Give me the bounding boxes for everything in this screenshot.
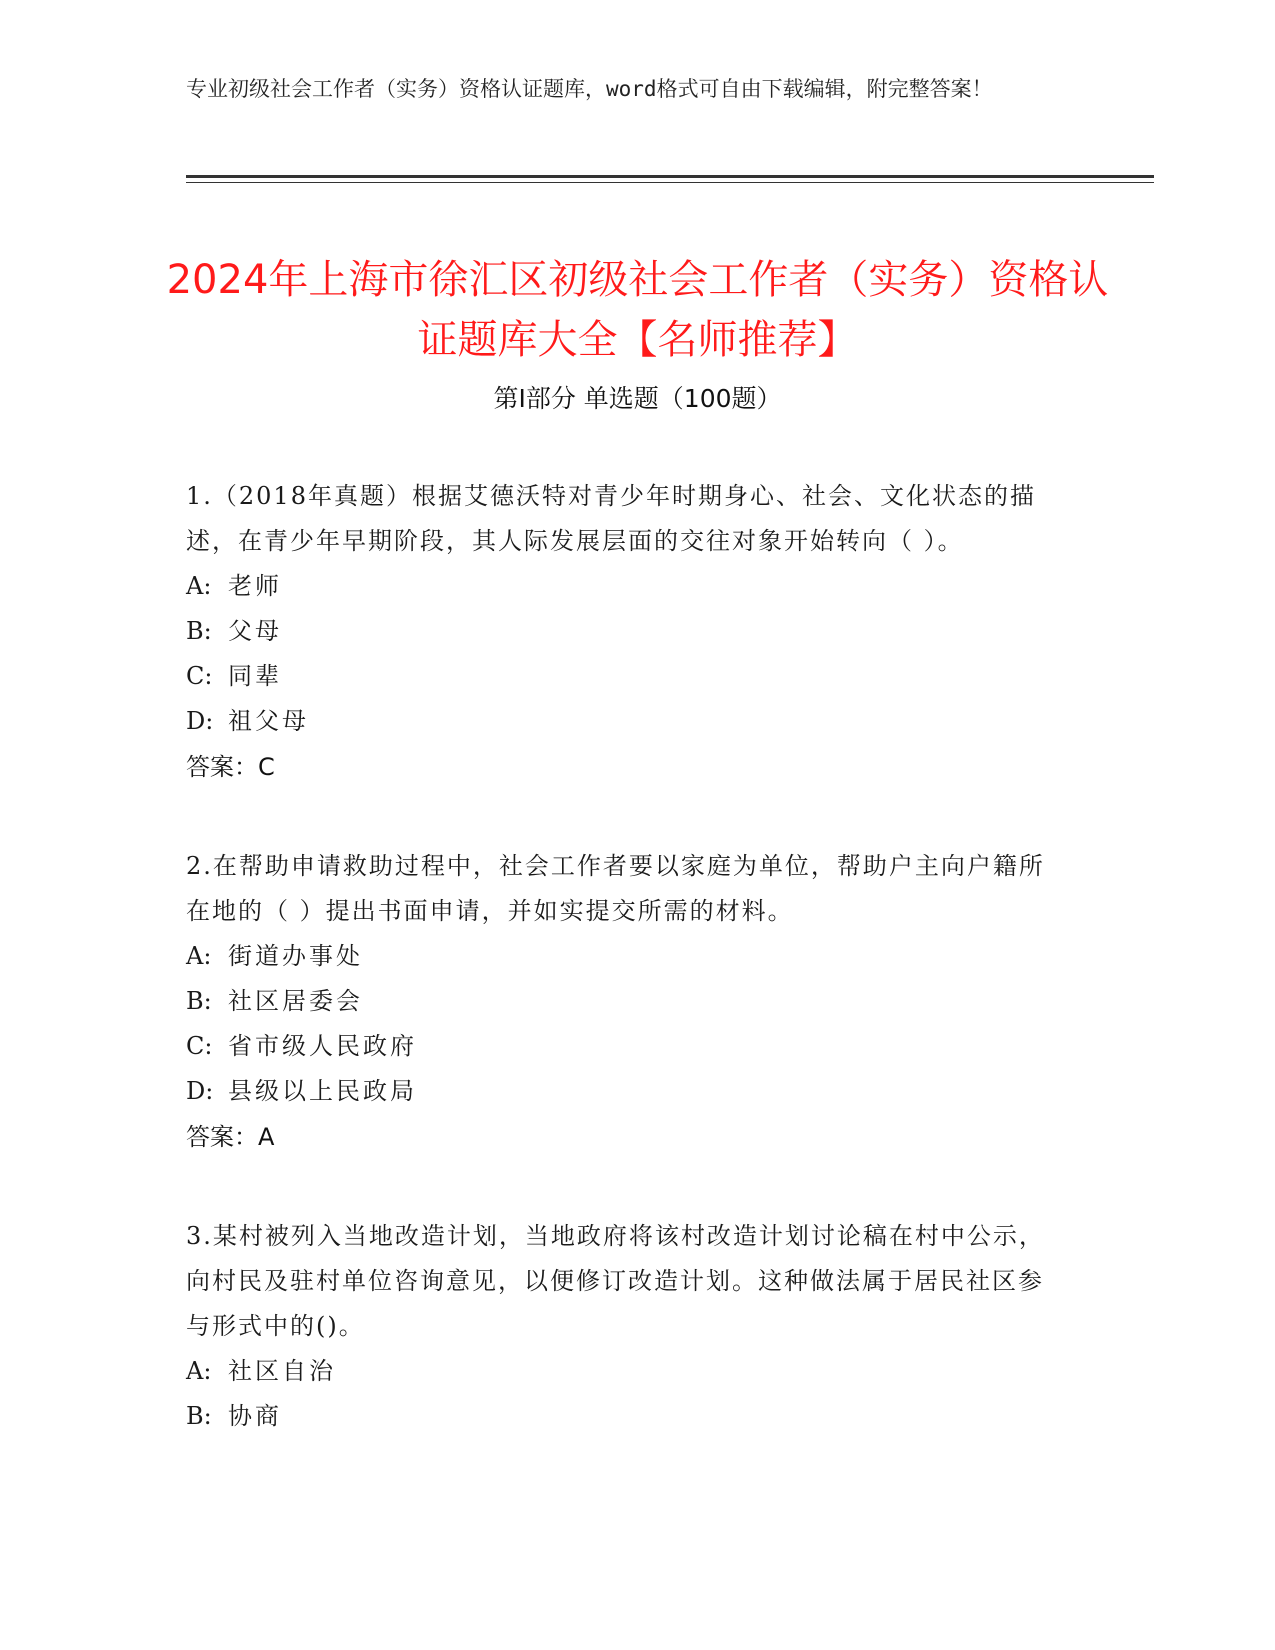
answer-line: 答案：C (186, 753, 275, 781)
option-b (186, 609, 1066, 654)
question-2 (186, 844, 1066, 1160)
option-a (186, 1349, 1066, 1394)
option-text: 社区自治 (228, 1357, 336, 1385)
question-stem: 2.在帮助申请救助过程中，社会工作者要以家庭为单位，帮助户主向户籍所在地的（ ）提出书面申请，并如实提交所需的材料。 (186, 852, 1045, 925)
option-d (186, 1069, 1066, 1114)
header-note: 专业初级社会工作者（实务）资格认证题库，word格式可自由下载编辑，附完整答案！ (186, 77, 993, 101)
option-key: B: (186, 1402, 212, 1430)
option-b (186, 979, 1066, 1024)
option-key: C: (186, 662, 213, 690)
option-text: 老师 (228, 572, 282, 600)
option-key: C: (186, 1032, 213, 1060)
option-key: B: (186, 987, 212, 1015)
option-c (186, 654, 1066, 699)
question-stem: 1.（2018年真题）根据艾德沃特对青少年时期身心、社会、文化状态的描述，在青少年早期阶段，其人际发展层面的交往对象开始转向（ ）。 (186, 482, 1036, 555)
answer-line: 答案：A (186, 1123, 275, 1151)
option-text: 社区居委会 (228, 987, 363, 1015)
question-list (186, 474, 1066, 1493)
option-key: D: (186, 707, 214, 735)
section-title: 第Ⅰ部分 单选题（100题） (493, 384, 782, 413)
option-text: 街道办事处 (228, 942, 363, 970)
option-key: A: (186, 1357, 212, 1385)
option-b (186, 1394, 1066, 1439)
option-text: 祖父母 (228, 707, 309, 735)
option-c (186, 1024, 1066, 1069)
option-key: A: (186, 572, 212, 600)
header-divider-thick (186, 175, 1154, 178)
question-1 (186, 474, 1066, 790)
question-stem: 3.某村被列入当地改造计划，当地政府将该村改造计划讨论稿在村中公示，向村民及驻村单位咨询意见，以便修订改造计划。这种做法属于居民社区参与形式中的()。 (186, 1222, 1045, 1340)
question-3 (186, 1214, 1066, 1439)
option-d (186, 699, 1066, 744)
option-key: D: (186, 1077, 214, 1105)
option-text: 省市级人民政府 (228, 1032, 417, 1060)
option-key: A: (186, 942, 212, 970)
option-text: 协商 (228, 1402, 282, 1430)
option-a (186, 564, 1066, 609)
document-title: 2024年上海市徐汇区初级社会工作者（实务）资格认证题库大全【名师推荐】 (166, 256, 1109, 363)
option-text: 父母 (228, 617, 282, 645)
option-a (186, 934, 1066, 979)
option-text: 同辈 (228, 662, 282, 690)
header-divider-thin (186, 182, 1154, 183)
option-text: 县级以上民政局 (228, 1077, 417, 1105)
option-key: B: (186, 617, 212, 645)
